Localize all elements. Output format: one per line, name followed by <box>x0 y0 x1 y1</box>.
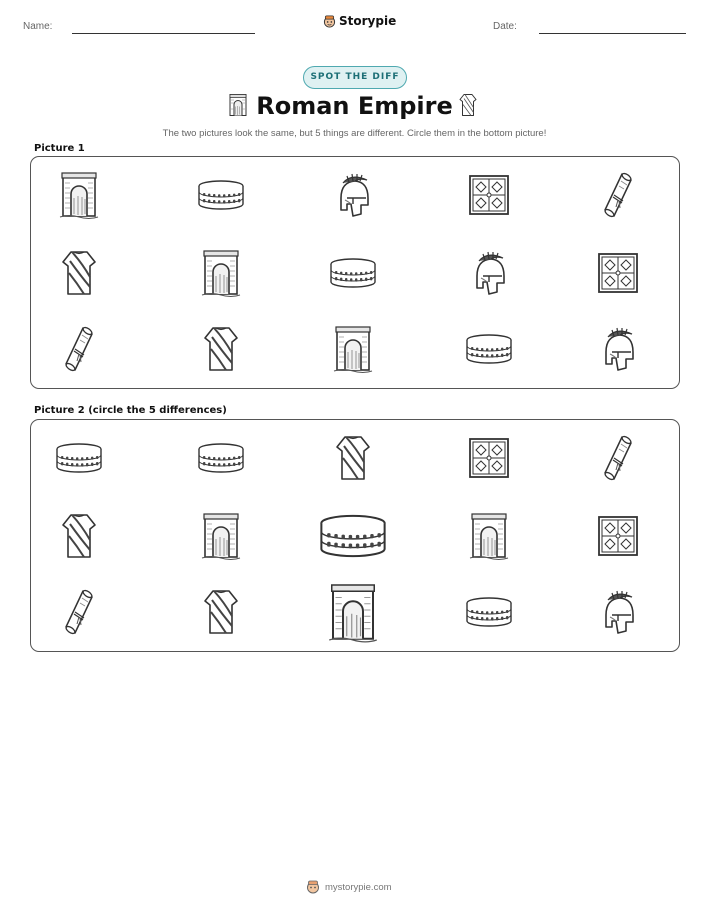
helmet-icon[interactable] <box>459 245 519 301</box>
picture-1-panel[interactable] <box>30 156 680 389</box>
arch-icon[interactable] <box>323 321 383 377</box>
helmet-icon[interactable] <box>588 321 648 377</box>
scroll-icon[interactable] <box>588 430 648 486</box>
brand-name: Storypie <box>339 14 397 28</box>
footer-url[interactable]: mystorypie.com <box>325 881 392 893</box>
toga-icon[interactable] <box>49 245 109 301</box>
date-label: Date: <box>493 21 517 32</box>
scroll-icon[interactable] <box>588 167 648 223</box>
colosseum-icon[interactable] <box>308 504 398 568</box>
helmet-icon[interactable] <box>588 584 648 640</box>
mosaic-icon[interactable] <box>588 508 648 564</box>
storypie-mascot-icon <box>323 15 336 28</box>
scroll-icon[interactable] <box>49 321 109 377</box>
storypie-mascot-icon <box>306 880 320 894</box>
arch-icon[interactable] <box>308 580 398 644</box>
colosseum-icon[interactable] <box>459 321 519 377</box>
toga-icon[interactable] <box>191 321 251 377</box>
toga-icon[interactable] <box>323 430 383 486</box>
arch-icon[interactable] <box>191 508 251 564</box>
page-title: Roman Empire <box>256 92 453 120</box>
colosseum-icon[interactable] <box>49 430 109 486</box>
footer <box>306 880 392 894</box>
colosseum-icon[interactable] <box>191 167 251 223</box>
picture-1-label: Picture 1 <box>34 143 85 154</box>
arch-icon[interactable] <box>459 508 519 564</box>
spot-the-diff-badge: SPOT THE DIFF <box>303 66 407 89</box>
colosseum-icon[interactable] <box>459 584 519 640</box>
colosseum-icon[interactable] <box>191 430 251 486</box>
mosaic-icon[interactable] <box>588 245 648 301</box>
mosaic-icon[interactable] <box>459 430 519 486</box>
toga-icon[interactable] <box>49 508 109 564</box>
instructions: The two pictures look the same, but 5 things are different. Circle them in the bottom picture! <box>162 128 547 139</box>
arch-icon[interactable] <box>49 167 109 223</box>
colosseum-icon[interactable] <box>323 245 383 301</box>
name-label: Name: <box>23 21 53 32</box>
picture-2-label: Picture 2 (circle the 5 differences) <box>34 405 227 416</box>
arch-icon[interactable] <box>191 245 251 301</box>
title-toga-icon <box>458 91 478 123</box>
helmet-icon[interactable] <box>323 167 383 223</box>
date-line[interactable] <box>539 33 686 34</box>
picture-2-panel[interactable] <box>30 419 680 652</box>
toga-icon[interactable] <box>191 584 251 640</box>
scroll-icon[interactable] <box>49 584 109 640</box>
brand-logo <box>323 14 396 28</box>
mosaic-icon[interactable] <box>459 167 519 223</box>
name-line[interactable] <box>72 33 255 34</box>
